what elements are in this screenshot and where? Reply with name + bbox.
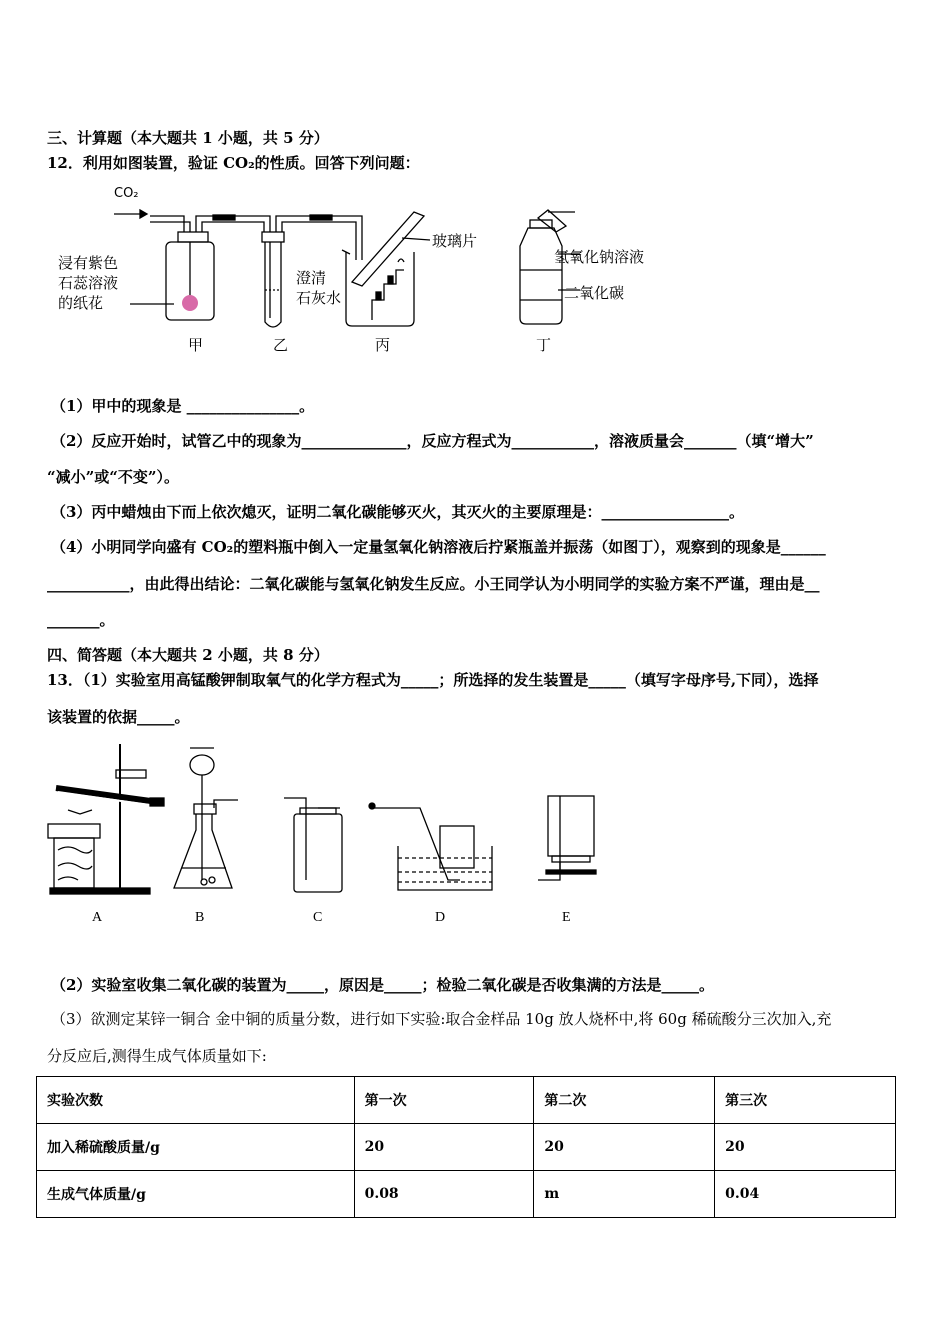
apparatus-label-e: E <box>562 910 571 925</box>
table-header-cell: 第一次 <box>354 1077 534 1124</box>
gas-apparatus-figure <box>0 730 950 930</box>
glass-plate-label: 玻璃片 <box>432 232 478 250</box>
naoh-solution-label: 氢氧化钠溶液 <box>554 248 645 266</box>
question-12-4-line1: （4）小明同学向盛有 CO₂的塑料瓶中倒入一定量氢氧化钠溶液后拧紧瓶盖并振荡（如图丁），观察到的现象是______ <box>51 538 826 556</box>
table-row <box>37 1171 896 1218</box>
apparatus-label-d: D <box>435 910 446 925</box>
paper-flower-icon <box>182 295 198 311</box>
table-cell: 0.08 <box>354 1171 534 1218</box>
table-cell: m <box>534 1171 715 1218</box>
question-12-1: （1）甲中的现象是 _______________。 <box>51 397 315 415</box>
apparatus-label-a: A <box>92 910 103 925</box>
table-header-row <box>37 1077 896 1124</box>
section-3-heading: 三、计算题（本大题共 1 小题，共 5 分） <box>47 129 329 147</box>
apparatus-label-c: C <box>313 910 323 925</box>
table-cell: 加入稀硫酸质量/g <box>37 1124 355 1171</box>
section-4-heading: 四、简答题（本大题共 2 小题，共 8 分） <box>47 646 329 664</box>
question-13-3-line2: 分反应后,测得生成气体质量如下: <box>47 1047 267 1065</box>
question-12-4-line3: _______。 <box>47 611 115 629</box>
label-yi: 乙 <box>273 336 289 354</box>
question-12-4-line2: ___________，由此得出结论：二氧化碳能与氢氧化钠发生反应。小王同学认为小明同学的实验方案不严谨，理由是__ <box>47 575 820 593</box>
table-header-cell: 第二次 <box>534 1077 715 1124</box>
table-cell: 0.04 <box>715 1171 896 1218</box>
question-13-3-line1: （3）欲测定某锌一铜合 金中铜的质量分数，进行如下实验:取合金样品 10g 放人烧杯中,将 60g 稀硫酸分三次加入,充 <box>51 1010 832 1028</box>
question-13-2: （2）实验室收集二氧化碳的装置为_____，原因是_____；检验二氧化碳是否收集满的方法是_____。 <box>51 976 714 994</box>
table-row <box>37 1124 896 1171</box>
co2-apparatus-drawing <box>0 0 950 360</box>
paper-flower-label: 浸有紫色 石蕊溶液 的纸花 <box>58 254 119 312</box>
question-12-2-line2: “减小”或“不变”）。 <box>47 468 180 486</box>
table-header-cell: 实验次数 <box>37 1077 355 1124</box>
apparatus-label-b: B <box>195 910 205 925</box>
co2-apparatus-figure <box>0 0 950 360</box>
question-12-3: （3）丙中蜡烛由下而上依次熄灭，证明二氧化碳能够灭火，其灭火的主要原理是：_________________。 <box>51 503 744 521</box>
label-jia: 甲 <box>188 336 204 354</box>
experiment-table <box>36 1076 896 1218</box>
table-cell: 20 <box>715 1124 896 1171</box>
question-12-2-line1: （2）反应开始时，试管乙中的现象为______________，反应方程式为___________，溶液质量会_______（填“增大” <box>51 432 814 450</box>
table-cell: 20 <box>534 1124 715 1171</box>
table-cell: 生成气体质量/g <box>37 1171 355 1218</box>
table-header-cell: 第三次 <box>715 1077 896 1124</box>
limewater-label: 澄清 石灰水 <box>296 269 342 307</box>
gas-apparatus-drawing <box>0 730 950 930</box>
question-13-1-line1: 13．（1）实验室用高锰酸钾制取氧气的化学方程式为_____；所选择的发生装置是_____（填写字母序号,下同），选择 <box>47 671 819 689</box>
question-13-1-line2: 该装置的依据_____。 <box>47 708 190 726</box>
label-bing: 丙 <box>375 336 391 354</box>
table-cell: 20 <box>354 1124 534 1171</box>
label-ding: 丁 <box>536 336 552 354</box>
co2-cn-label: 二氧化碳 <box>564 284 625 302</box>
co2-label: CO₂ <box>114 186 139 201</box>
question-12-stem: 12．利用如图装置，验证 CO₂的性质。回答下列问题： <box>47 154 420 172</box>
